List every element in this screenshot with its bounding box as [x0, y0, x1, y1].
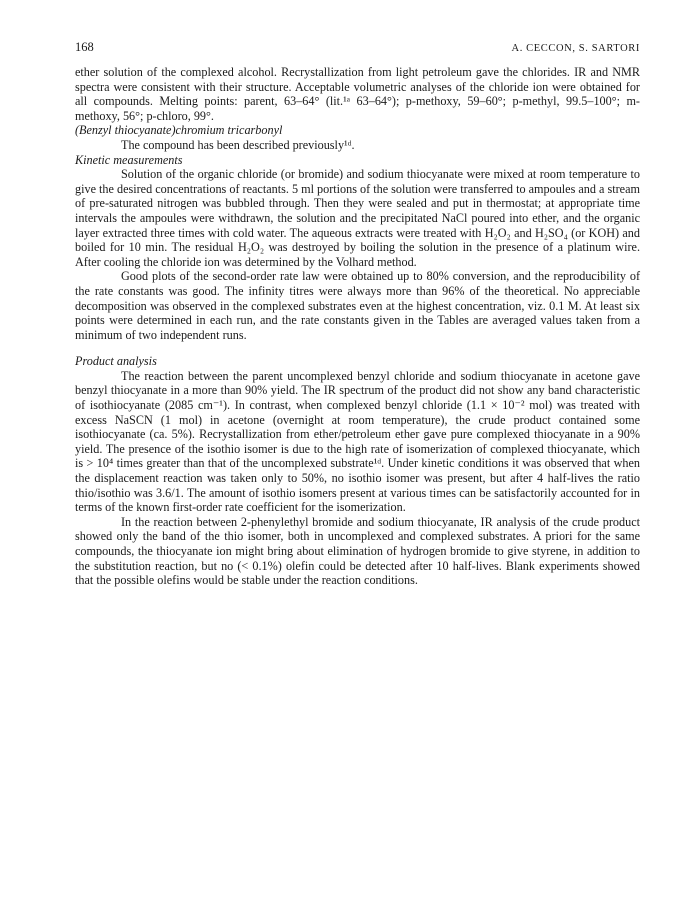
- para-kinetic-2: Good plots of the second-order rate law were obtained up to 80% conversion, and the reproducibility of the rate constants was good. The infinity titres were always more than 96% of the theoretical. No appreciable decomposition was observed in the complexed substrates even at the highest concentration, viz. 0.1 M. At least six points were determined in each run, and the rate constants given in the Tables are averaged values taken from a minimum of two independent runs.: [75, 269, 640, 342]
- heading-kinetic-measurements: Kinetic measurements: [75, 152, 183, 167]
- para-kinetic-1: Solution of the organic chloride (or bromide) and sodium thiocyanate were mixed at room temperature to give the desired concentrations of reactants. 5 ml portions of the solution were transferred to ampoules and a stream of pre-saturated nitrogen was bubbled through. Then they were sealed and put in thermostat; at appropriate time intervals the ampoules were withdrawn, the solution and the precipitated NaCl poured into ether, and the organic layer extracted three times with cold water. The aqueous extracts were treated with H₂O₂ and H₂SO₄ (or KOH) and boiled for 10 min. The residual H₂O₂ was destroyed by boiling the solution in the presence of a platinum wire. After cooling the chloride ion was determined by the Volhard method.: [75, 167, 640, 269]
- page-number: 168: [75, 40, 94, 54]
- running-header: [75, 40, 640, 55]
- para-product-2: In the reaction between 2-phenylethyl bromide and sodium thiocyanate, IR analysis of the crude product showed only the band of the thio isomer, both in uncomplexed and complexed substrates. A priori for the same compounds, the thiocyanate ion might bring about elimination of hydrogen bromide to give styrene, in addition to the substitution reaction, but no (< 0.1%) olefin could be detected after 10 half-lives. Blank experiments showed that the possible olefins would be stable under the reaction conditions.: [75, 514, 640, 588]
- para-intro: ether solution of the complexed alcohol. Recrystallization from light petroleum gave the chlorides. IR and NMR spectra were consistent with their structure. Acceptable volumetric analyses of the chloride ion were obtained for all compounds. Melting points: parent, 63–64° (lit.¹ᵃ 63–64°); p-methoxy, 59–60°; p-methyl, 99.5–100°; m-methoxy, 56°; p-chloro, 99°.: [75, 65, 640, 123]
- author-line: A. CECCON, S. SARTORI: [511, 43, 640, 54]
- heading-benzyl-thiocyanate: (Benzyl thiocyanate)chromium tricarbonyl: [75, 123, 283, 138]
- heading-product-analysis: Product analysis: [75, 354, 157, 369]
- para-benzyl-thiocyanate: The compound has been described previously¹ᵈ.: [121, 137, 355, 152]
- para-product-1: The reaction between the parent uncomplexed benzyl chloride and sodium thiocyanate in acetone gave benzyl thiocyanate in a more than 90% yield. The IR spectrum of the product did not show any band characteristic of isothiocyanate (2085 cm⁻¹). In contrast, when complexed benzyl chloride (1.1 × 10⁻² mol) was treated with excess NaSCN (1 mol) in acetone (overnight at room temperature), the crude product contained some isothiocyanate (ca. 5%). Recrystallization from ether/petroleum ether gave pure complexed thiocyanate in a 90% yield. The presence of the isothio isomer is due to the high rate of isomerization of complexed thiocyanate, which is > 10⁴ times greater than that of the uncomplexed substrate¹ᵈ. Under kinetic conditions it was observed that when the displacement reaction was taken only to 50%, no isothio isomer was present, but after 4 half-lives the ratio thio/isothio was 3.6/1. The amount of isothio isomers present at various times can be satisfactorily accounted for in terms of the known first-order rate coefficient for the isomerization.: [75, 368, 640, 515]
- article-body: [75, 65, 640, 588]
